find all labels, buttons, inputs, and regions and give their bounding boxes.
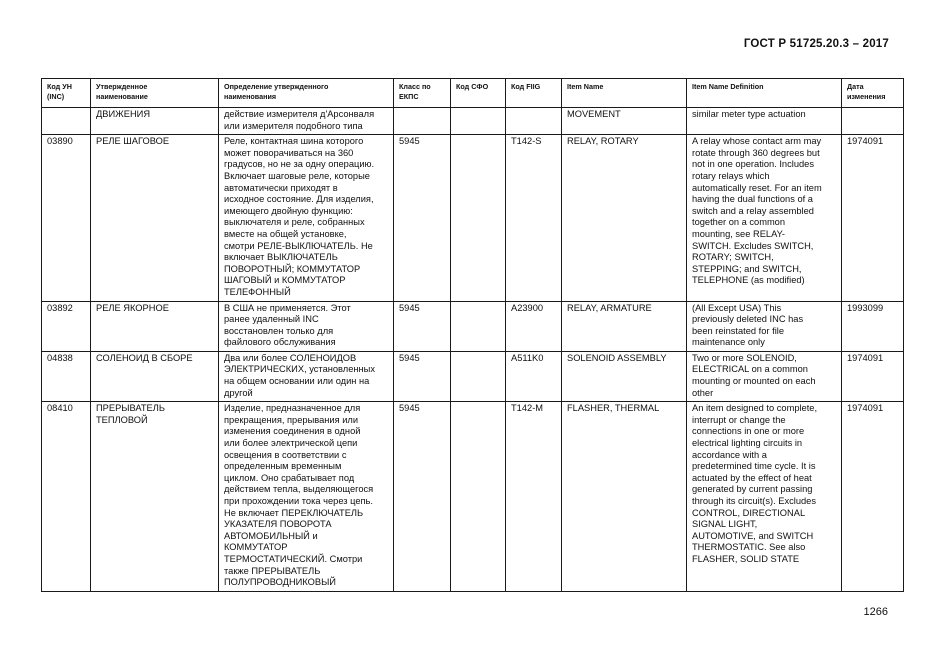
- cell-item-name-definition: An item designed to complete, interrupt or change the connections in one or more electrical lighting circuits in accordance with a predetermined time cycle. It is actuated by the effect of heat generated by current passing through its circuit(s). Excludes CONTROL, DIRECTIONAL SIGNAL LIGHT, AUTOMOTIVE, and SWITCH THERMOSTATIC. See also FLASHER, SOLID STATE: [687, 402, 842, 592]
- col-header-ekps-class: Класс по ЕКПС: [394, 79, 451, 108]
- table-row: [42, 135, 904, 301]
- cell-sfo-code: [451, 351, 506, 401]
- cell-approved-name: СОЛЕНОИД В СБОРЕ: [91, 351, 219, 401]
- inc-table: [41, 78, 904, 592]
- cell-definition: В США не применяется. Этот ранее удаленный INC восстановлен только для файлового обслуживания: [219, 301, 394, 351]
- cell-item-name: SOLENOID ASSEMBLY: [562, 351, 687, 401]
- table-row: [42, 301, 904, 351]
- cell-item-name-definition: Two or more SOLENOID, ELECTRICAL on a common mounting or mounted on each other: [687, 351, 842, 401]
- cell-sfo-code: [451, 135, 506, 301]
- cell-change-date: 1974091: [842, 351, 904, 401]
- cell-fiig-code: [506, 108, 562, 135]
- col-header-approved-name: Утвержденное наименование: [91, 79, 219, 108]
- cell-inc: 04838: [42, 351, 91, 401]
- cell-ekps-class: [394, 108, 451, 135]
- cell-approved-name: РЕЛЕ ШАГОВОЕ: [91, 135, 219, 301]
- col-header-inc: Код УН (INC): [42, 79, 91, 108]
- cell-approved-name: ДВИЖЕНИЯ: [91, 108, 219, 135]
- cell-ekps-class: 5945: [394, 301, 451, 351]
- col-header-item-name: Item Name: [562, 79, 687, 108]
- table-header-row: [42, 79, 904, 108]
- page-number: 1266: [863, 606, 888, 618]
- cell-sfo-code: [451, 108, 506, 135]
- table-row: [42, 108, 904, 135]
- cell-definition: действие измерителя д'Арсонваля или измерителя подобного типа: [219, 108, 394, 135]
- cell-item-name-definition: (All Except USA) This previously deleted INC has been reinstated for file maintenance only: [687, 301, 842, 351]
- cell-item-name: RELAY, ROTARY: [562, 135, 687, 301]
- cell-change-date: 1974091: [842, 402, 904, 592]
- cell-approved-name: ПРЕРЫВАТЕЛЬ ТЕПЛОВОЙ: [91, 402, 219, 592]
- col-header-definition: Определение утвержденного наименования: [219, 79, 394, 108]
- cell-item-name: RELAY, ARMATURE: [562, 301, 687, 351]
- cell-change-date: 1993099: [842, 301, 904, 351]
- col-header-sfo-code: Код СФО: [451, 79, 506, 108]
- cell-fiig-code: T142-M: [506, 402, 562, 592]
- cell-definition: Два или более СОЛЕНОИДОВ ЭЛЕКТРИЧЕСКИХ, установленных на общем основании или один на другой: [219, 351, 394, 401]
- cell-fiig-code: T142-S: [506, 135, 562, 301]
- col-header-fiig-code: Код FIIG: [506, 79, 562, 108]
- cell-inc: 03892: [42, 301, 91, 351]
- cell-definition: Реле, контактная шина которого может поворачиваться на 360 градусов, но не за одну операцию. Включает шаговые реле, которые автоматически приходят в исходное состояние. Для изделия, имеющего двойную функцию: выключателя и реле, собранных вместе на общей установке, смотри РЕЛЕ-ВЫКЛЮЧАТЕЛЬ. Не включает ВЫКЛЮЧАТЕЛЬ ПОВОРОТНЫЙ; КОММУТАТОР ШАГОВЫЙ и КОММУТАТОР ТЕЛЕФОННЫЙ: [219, 135, 394, 301]
- cell-inc: 08410: [42, 402, 91, 592]
- cell-change-date: 1974091: [842, 135, 904, 301]
- cell-sfo-code: [451, 402, 506, 592]
- col-header-change-date: Дата изменения: [842, 79, 904, 108]
- cell-change-date: [842, 108, 904, 135]
- cell-item-name-definition: A relay whose contact arm may rotate through 360 degrees but not in one operation. Includes rotary relays which automatically reset. For an item having the dual functions of a switch and a relay assembled together on a common mounting, see RELAY- SWITCH. Excludes SWITCH, ROTARY; SWITCH, STEPPING; and SWITCH, TELEPHONE (as modified): [687, 135, 842, 301]
- cell-inc: 03890: [42, 135, 91, 301]
- col-header-item-name-definition: Item Name Definition: [687, 79, 842, 108]
- cell-definition: Изделие, предназначенное для прекращения, прерывания или изменения соединения в одной или более электрической цепи освещения в соответствии с определенным временным циклом. Оно срабатывает под действием тепла, выделяющегося при прохождении тока через цепь. Не включает ПЕРЕКЛЮЧАТЕЛЬ УКАЗАТЕЛЯ ПОВОРОТА АВТОМОБИЛЬНЫЙ и КОММУТАТОР ТЕРМОСТАТИЧЕСКИЙ. Смотри также ПРЕРЫВАТЕЛЬ ПОЛУПРОВОДНИКОВЫЙ: [219, 402, 394, 592]
- cell-approved-name: РЕЛЕ ЯКОРНОЕ: [91, 301, 219, 351]
- cell-item-name: FLASHER, THERMAL: [562, 402, 687, 592]
- cell-sfo-code: [451, 301, 506, 351]
- cell-item-name-definition: similar meter type actuation: [687, 108, 842, 135]
- cell-fiig-code: A511K0: [506, 351, 562, 401]
- cell-item-name: MOVEMENT: [562, 108, 687, 135]
- table-row: [42, 351, 904, 401]
- cell-ekps-class: 5945: [394, 402, 451, 592]
- document-header: ГОСТ Р 51725.20.3 – 2017: [743, 38, 889, 50]
- cell-ekps-class: 5945: [394, 135, 451, 301]
- table-row: [42, 402, 904, 592]
- cell-inc: [42, 108, 91, 135]
- cell-ekps-class: 5945: [394, 351, 451, 401]
- cell-fiig-code: A23900: [506, 301, 562, 351]
